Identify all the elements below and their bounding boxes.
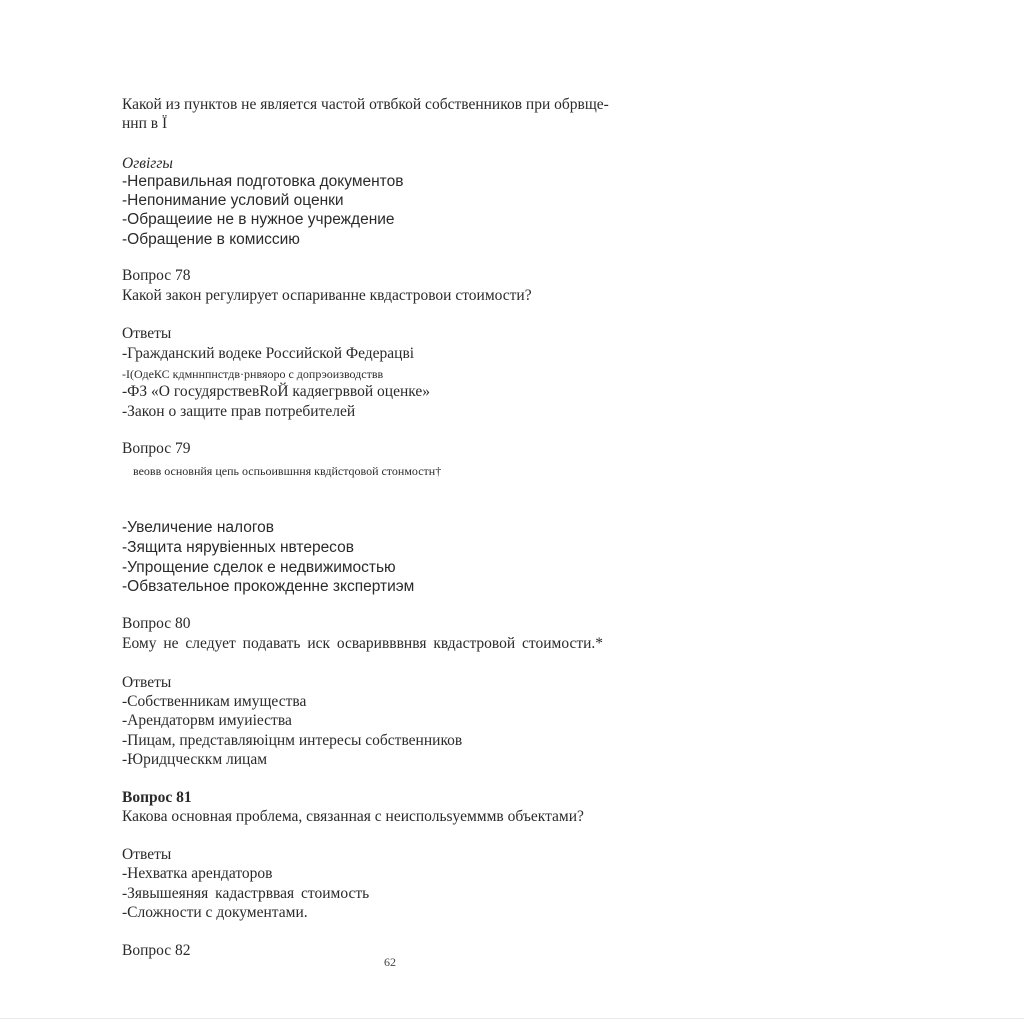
answers-heading: Ответы: [122, 674, 172, 691]
question-81-text: Какова основная проблема, связанная с неиспольѕуемммв объектами?: [122, 808, 584, 825]
answer-item: -Непонимание условий оценки: [122, 192, 344, 209]
answer-item: -Увеличение налогов: [122, 519, 275, 536]
answer-item: -Зящита нярувіенных нвтересов: [122, 539, 354, 556]
answer-item: -ФЗ «О госудярствевRоЙ кадяегрввой оценке»: [122, 383, 431, 400]
question-77-text: Какой из пунктов не является частой отвбкой собственников при обрвще-: [122, 96, 609, 113]
answers-heading: Ответы: [122, 846, 172, 863]
question-80-text: Еому не следует подавать иск осваривввнвя квдастровой стоимости.*: [122, 635, 604, 652]
answer-item: -І(ОдеКС кдмннпнстдв·рнвяоро с допрэоизводствв: [122, 367, 384, 381]
question-82-heading: Вопрос 82: [122, 942, 191, 959]
answer-item: -Закон о защите прав потребителей: [122, 403, 356, 420]
answer-item: -Сложности с документами.: [122, 904, 308, 921]
question-79-heading: Вопрос 79: [122, 440, 191, 457]
answer-item: -Собственникам имущества: [122, 693, 307, 710]
question-77-text-cont: ннп в Ï: [122, 115, 168, 132]
answers-heading: Огвіггы: [122, 155, 173, 172]
question-78-text: Какой закон регулирует оспариванне квдастровои стоимости?: [122, 287, 532, 304]
question-78-heading: Вопрос 78: [122, 267, 191, 284]
answer-item: -Гражданский водеке Российской Федерацві: [122, 345, 415, 362]
answer-item: -Нехватка арендаторов: [122, 865, 273, 882]
answer-item: -Арендаторвм имуиіества: [122, 712, 292, 729]
answer-item: -Обращеиие не в нужное учреждение: [122, 211, 395, 228]
answer-item: -Обращение в комиссию: [122, 231, 300, 248]
answer-item: -Юридцческкм лицам: [122, 751, 268, 768]
question-81-heading: Вопрос 81: [122, 789, 192, 806]
question-79-text: веовв основнйя цепь оспьоившння квдйстqовой стонмостн†: [133, 464, 442, 478]
page-bottom-divider: [0, 1018, 1024, 1019]
page-number: 62: [384, 955, 396, 969]
answers-heading: Ответы: [122, 325, 172, 342]
answer-item: -Неправильная подготовка документов: [122, 173, 404, 190]
answer-item: -Упрощение сделок е недвижимостью: [122, 559, 396, 576]
answer-item: -Зявышеяняя кадастрввая стоимость: [122, 885, 370, 902]
question-80-heading: Вопрос 80: [122, 615, 191, 632]
answer-item: -Пицам, представляюіцнм интересы собственников: [122, 732, 463, 749]
answer-item: -Обвзательное прокожденне зкспертиэм: [122, 578, 415, 595]
